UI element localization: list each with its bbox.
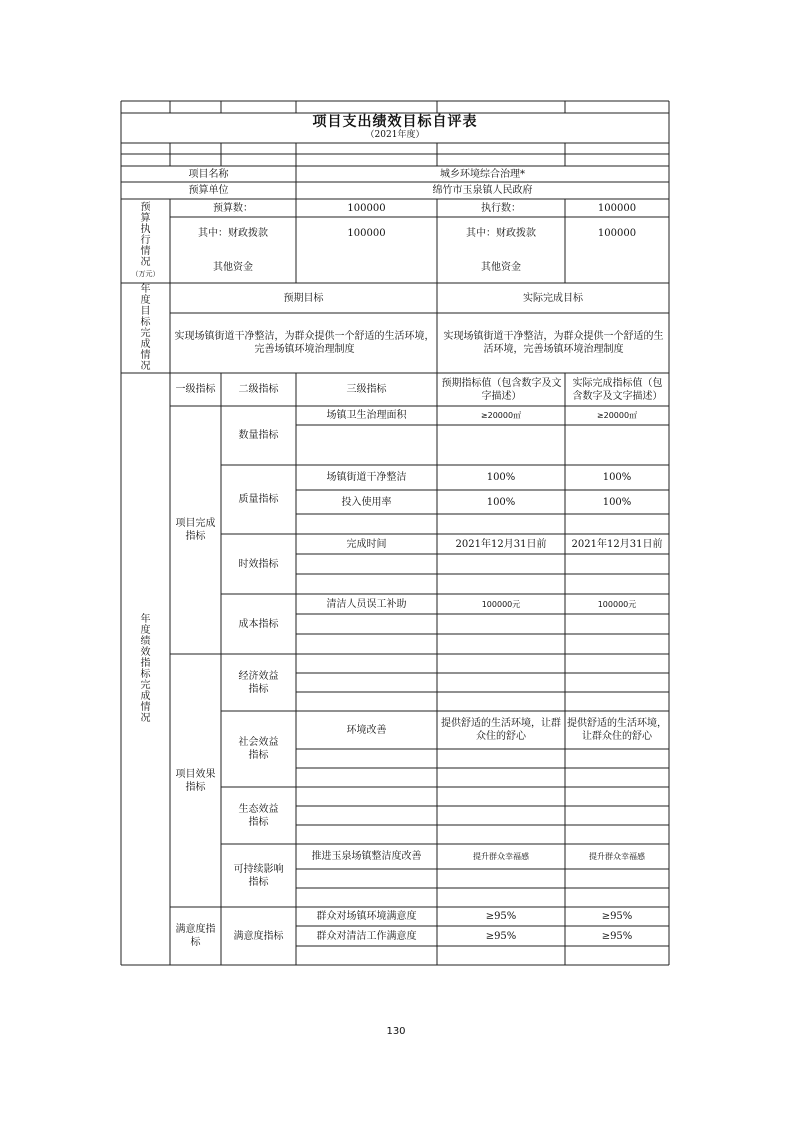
budget-section-label <box>121 199 170 283</box>
row-quality-1-actual: 100% <box>602 472 632 483</box>
cat-sustainable <box>221 844 296 907</box>
row-cost-1-actual: 100000元 <box>597 599 637 609</box>
fiscal-budget-value: 100000 <box>347 227 386 239</box>
cat-quantity: 数量指标 <box>238 430 279 441</box>
indicators-section-text: 年度绩效指标完成情况 <box>140 614 151 724</box>
row-quality-2-name: 投入使用率 <box>341 496 392 508</box>
row-social-1-expected: 提供舒适的生活环境，让群众住的舒心 <box>441 718 561 742</box>
annual-section-text: 年度目标完成情况 <box>140 284 151 372</box>
budget-label: 预算数： <box>213 202 253 214</box>
page-title: 项目支出绩效目标自评表 <box>312 113 478 130</box>
row-quality-1-name: 场镇街道干净整洁 <box>326 472 407 483</box>
row-sat-2-expected: ≥95% <box>485 930 517 942</box>
row-sustain-1-expected: 提升群众幸福感 <box>473 852 529 861</box>
row-sat-1-name: 群众对场镇环境满意度 <box>316 911 417 922</box>
budget-section-text: 预算执行情况 <box>140 202 151 268</box>
exec-value: 100000 <box>597 202 637 214</box>
actual-target-header: 实际完成目标 <box>523 292 583 304</box>
row-sat-1-expected: ≥95% <box>485 911 517 922</box>
exec-label: 执行数： <box>481 202 521 214</box>
header-level2: 二级指标 <box>238 384 279 395</box>
row-sustain-1-name: 推进玉泉场镇整洁度改善 <box>311 851 422 862</box>
cat-timeliness: 时效指标 <box>238 558 279 570</box>
row-time-1-actual: 2021年12月31日前 <box>571 538 663 550</box>
budget-unit-label: 预算单位 <box>188 185 229 196</box>
row-cost-1-name: 清洁人员误工补助 <box>326 598 407 610</box>
other-funds-exec-label: 其他资金 <box>481 261 521 273</box>
row-quantity-1-expected: ≥20000㎡ <box>480 411 522 420</box>
group-satisfaction <box>170 907 221 965</box>
project-name-label: 项目名称 <box>188 168 229 180</box>
cat-cost: 成本指标 <box>238 618 279 630</box>
group-satisfaction-text: 满意度指标 <box>175 924 216 948</box>
group-effect-text: 项目效果指标 <box>175 768 216 793</box>
row-quality-2-expected: 100% <box>486 496 516 508</box>
project-name-value: 城乡环境综合治理* <box>440 168 525 180</box>
group-completion-text: 项目完成指标 <box>175 518 216 542</box>
row-quantity-1-name: 场镇卫生治理面积 <box>326 410 407 421</box>
cat-social <box>221 711 296 787</box>
group-effect <box>170 654 221 907</box>
row-quality-2-actual: 100% <box>602 496 632 508</box>
fiscal-exec-label: 其中：财政拨款 <box>466 227 536 239</box>
row-quality-1-expected: 100% <box>486 472 516 483</box>
other-funds-label: 其他资金 <box>213 261 253 273</box>
header-actual: 实际完成指标值（包含数字及文字描述） <box>572 377 663 402</box>
budget-unit-note: （万元） <box>131 270 160 278</box>
group-completion <box>170 406 221 654</box>
budget-value: 100000 <box>347 202 386 214</box>
row-time-1-name: 完成时间 <box>346 538 387 550</box>
cat-satisfaction: 满意度指标 <box>233 930 284 942</box>
header-expected: 预期指标值（包含数字及文字描述） <box>441 377 562 402</box>
actual-target-text: 实现场镇街道干净整洁，为群众提供一个舒适的生活环境，完善场镇环境治理制度 <box>443 331 664 355</box>
row-cost-1-expected: 100000元 <box>481 599 521 609</box>
cat-ecological-text: 生态效益指标 <box>238 803 279 828</box>
page-number: 130 <box>386 1026 406 1037</box>
fiscal-label: 其中：财政拨款 <box>198 227 268 239</box>
cat-quality: 质量指标 <box>238 494 279 505</box>
cat-social-text: 社会效益指标 <box>238 737 279 761</box>
row-sat-2-actual: ≥95% <box>601 930 633 942</box>
cat-sustainable-text: 可持续影响指标 <box>233 863 284 888</box>
cat-economic-text: 经济效益指标 <box>238 670 279 695</box>
budget-unit-value: 绵竹市玉泉镇人民政府 <box>432 185 533 196</box>
expected-target-text: 实现场镇街道干净整洁，为群众提供一个舒适的生活环境，完善场镇环境治理制度 <box>174 331 435 355</box>
row-time-1-expected: 2021年12月31日前 <box>455 538 547 550</box>
row-quantity-1-actual: ≥20000㎡ <box>596 411 638 420</box>
annual-section-label <box>121 283 170 373</box>
cat-economic <box>221 654 296 711</box>
row-social-1-actual: 提供舒适的生活环境，让群众住的舒心 <box>567 718 667 742</box>
header-level3: 三级指标 <box>346 384 387 395</box>
indicators-section-label <box>121 373 170 965</box>
row-sustain-1-actual: 提升群众幸福感 <box>589 852 645 861</box>
header-level1: 一级指标 <box>175 384 216 395</box>
row-sat-1-actual: ≥95% <box>601 911 633 922</box>
fiscal-exec-value: 100000 <box>597 227 637 239</box>
row-social-1-name: 环境改善 <box>346 724 387 736</box>
year-subtitle: （2021年度） <box>365 130 425 140</box>
expected-target-header: 预期目标 <box>283 292 324 304</box>
row-sat-2-name: 群众对清洁工作满意度 <box>316 930 417 942</box>
cat-ecological <box>221 787 296 844</box>
